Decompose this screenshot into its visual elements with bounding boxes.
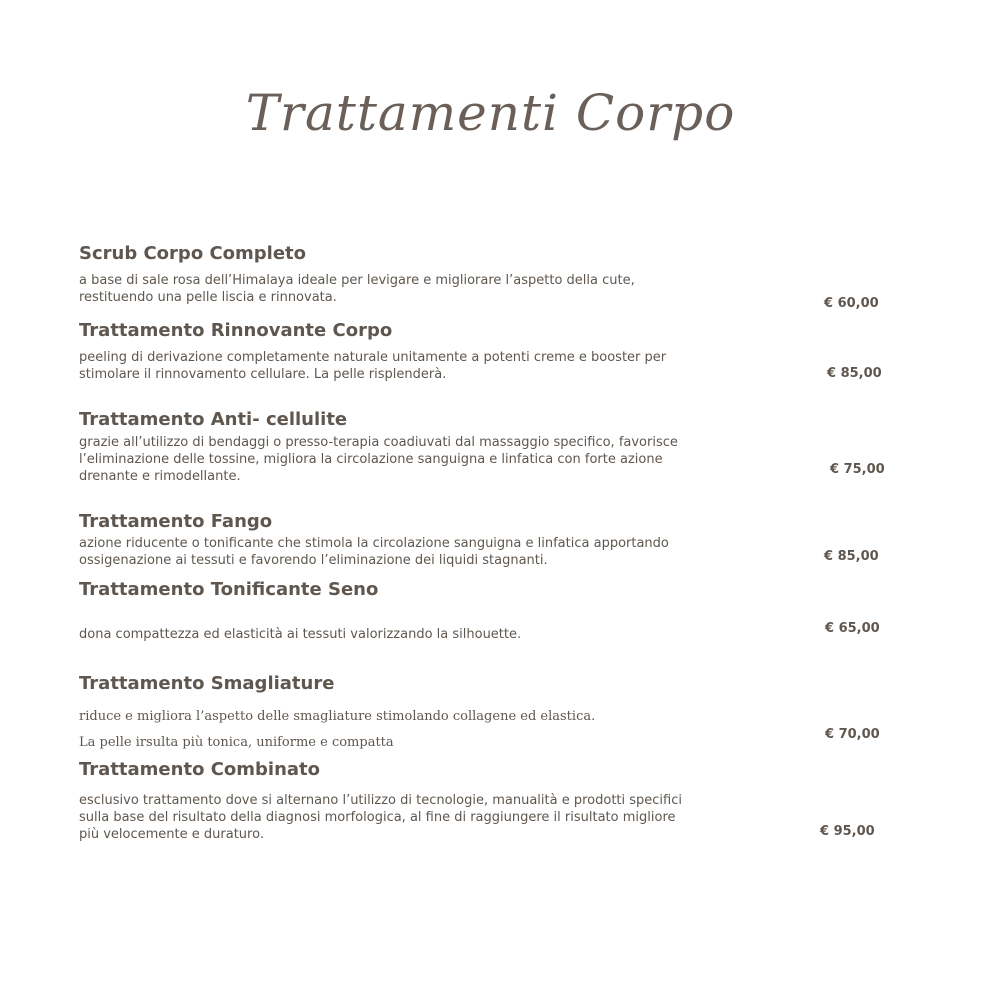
treatment-price-combinato: € 95,00 — [820, 824, 875, 839]
description-line: stimolare il rinnovamento cellulare. La pelle risplenderà. — [79, 367, 447, 382]
description-line: ossigenazione ai tessuti e favorendo l’eliminazione dei liquidi stagnanti. — [79, 553, 548, 568]
treatment-description-smagliature — [79, 704, 819, 756]
treatment-name-fango: Trattamento Fango — [79, 511, 273, 532]
treatment-name-scrub: Scrub Corpo Completo — [79, 243, 307, 264]
description-line: più velocemente e duraturo. — [79, 827, 264, 842]
description-line: grazie all’utilizzo di bendaggi o presso-terapia coadiuvati dal massaggio specifico, favorisce — [79, 435, 678, 450]
treatment-price-scrub: € 60,00 — [824, 296, 879, 311]
description-line: peeling di derivazione completamente naturale unitamente a potenti creme e booster per — [79, 350, 667, 365]
treatment-price-fango: € 85,00 — [824, 549, 879, 564]
description-line: dona compattezza ed elasticità ai tessuti valorizzando la silhouette. — [79, 627, 522, 642]
treatment-name-rinnovante: Trattamento Rinnovante Corpo — [79, 320, 393, 341]
description-line: sulla base del risultato della diagnosi morfologica, al fine di raggiungere il risultato migliore — [79, 810, 676, 825]
treatment-name-combinato: Trattamento Combinato — [79, 759, 321, 780]
treatment-description-combinato — [79, 792, 819, 843]
treatment-price-anticellulite: € 75,00 — [830, 462, 885, 477]
treatment-price-rinnovante: € 85,00 — [827, 366, 882, 381]
page-title: Trattamenti Corpo — [245, 84, 736, 142]
treatment-price-seno: € 65,00 — [825, 621, 880, 636]
description-line: La pelle irsulta più tonica, uniforme e compatta — [79, 735, 394, 750]
description-line: esclusivo trattamento dove si alternano l’utilizzo di tecnologie, manualità e prodotti specifici — [79, 793, 682, 808]
treatment-price-smagliature: € 70,00 — [825, 727, 880, 742]
treatment-description-rinnovante — [79, 349, 819, 383]
treatment-description-seno — [79, 626, 819, 643]
treatment-description-fango — [79, 535, 819, 569]
description-line: restituendo una pelle liscia e rinnovata. — [79, 290, 337, 305]
treatment-description-scrub — [79, 272, 819, 306]
description-line: a base di sale rosa dell’Himalaya ideale per levigare e migliorare l’aspetto della cute, — [79, 273, 635, 288]
description-line: riduce e migliora l’aspetto delle smagliature stimolando collagene ed elastica. — [79, 709, 596, 724]
description-line: l’eliminazione delle tossine, migliora la circolazione sanguigna e linfatica con forte azione — [79, 452, 663, 467]
description-line: azione riducente o tonificante che stimola la circolazione sanguigna e linfatica apportando — [79, 536, 669, 551]
treatment-name-anticellulite: Trattamento Anti- cellulite — [79, 409, 348, 430]
treatment-name-seno: Trattamento Tonificante Seno — [79, 579, 379, 600]
description-line: drenante e rimodellante. — [79, 469, 241, 484]
treatment-name-smagliature: Trattamento Smagliature — [79, 673, 335, 694]
treatment-description-anticellulite — [79, 434, 819, 485]
